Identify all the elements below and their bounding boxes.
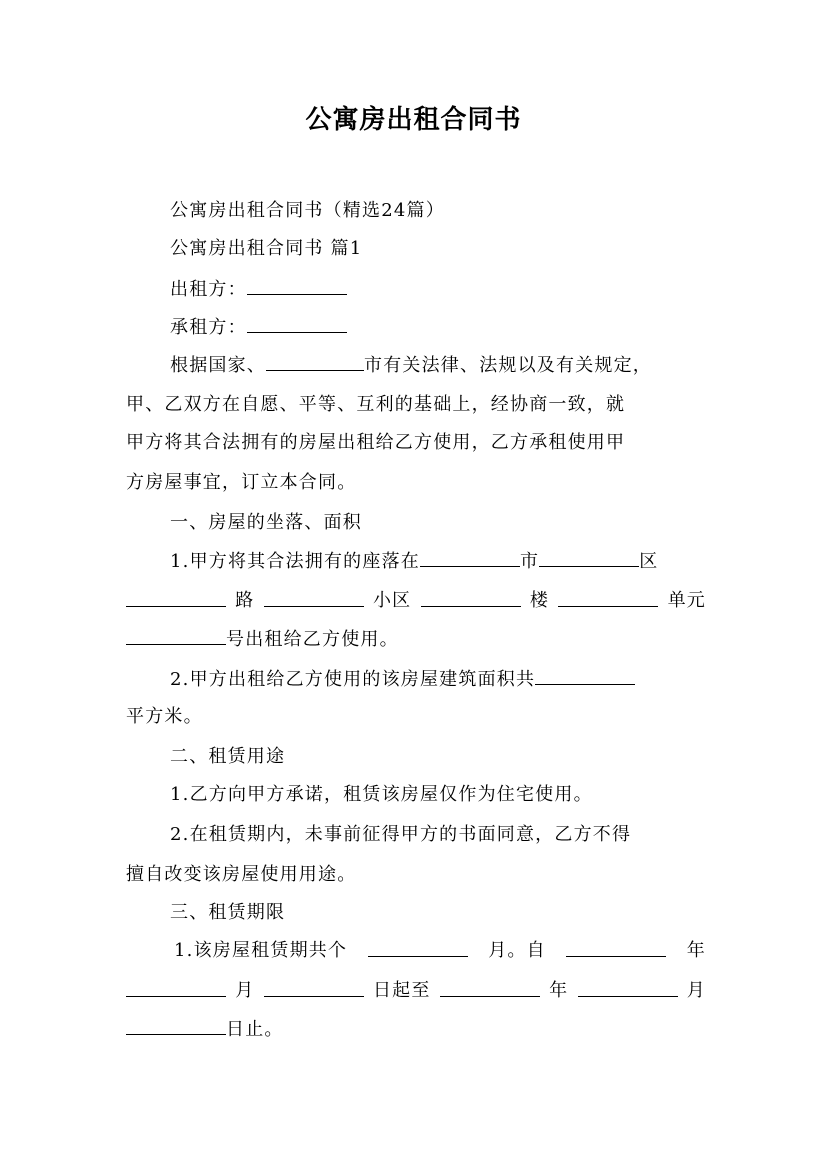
section3-month3-text: 月: [686, 980, 706, 1001]
section1-item2-text-a: 2.甲方出租给乙方使用的该房屋建筑面积共: [170, 669, 536, 690]
building-label: 楼: [529, 590, 550, 611]
building-blank: [558, 582, 658, 607]
intro-line-2: 甲、乙双方在自愿、平等、互利的基础上，经协商一致，就: [126, 394, 626, 415]
section1-item1-text-end: 号出租给乙方使用。: [226, 629, 399, 650]
section3-item1-text-end: 日止。: [226, 1019, 284, 1040]
section1-item2-line2: 平方米。: [126, 706, 203, 727]
community-blank: [421, 582, 521, 607]
road-label: 路: [235, 590, 255, 611]
section3-year-text: 年: [686, 940, 706, 961]
months-blank: [368, 932, 468, 957]
lessor-blank: [247, 270, 347, 295]
lessee-label: 承租方：: [170, 317, 247, 338]
road-blank: [264, 582, 364, 607]
section1-item1-line3: [126, 620, 706, 658]
section1-item1-text-c: 区: [639, 551, 659, 572]
section3-month-text: 月。自: [488, 940, 546, 961]
intro-text-1b: 市有关法律、法规以及有关规定，: [364, 355, 652, 376]
intro-text-1a: 根据国家、: [170, 355, 266, 376]
section1-item1-line1: [126, 542, 706, 580]
location-blank: [420, 542, 520, 567]
section1-item1-text-b: 市: [519, 551, 540, 572]
lessor-line: [126, 270, 706, 308]
section3-year2-text: 年: [549, 980, 569, 1001]
section1-item1-line2: [126, 582, 706, 620]
lessor-label: 出租方：: [170, 279, 247, 300]
article-heading: 公寓房出租合同书 篇1: [170, 238, 363, 259]
intro-line-1: [126, 346, 706, 384]
end-year-blank: [440, 972, 540, 997]
section2-item2-line1: 2.在租赁期内，未事前征得甲方的书面同意，乙方不得: [170, 824, 632, 845]
start-year-blank: [566, 932, 666, 957]
unit-number-blank: [126, 620, 226, 645]
section3-item1-line3: [126, 1010, 706, 1048]
end-month-blank: [578, 972, 678, 997]
section3-item1-line2: [126, 972, 706, 1010]
section1-item1-text-a: 1.甲方将其合法拥有的座落在: [170, 551, 420, 572]
section1-item2-line1: [126, 660, 706, 698]
area-blank: [535, 660, 635, 685]
district-blank: [126, 582, 226, 607]
section3-month2-text: 月: [235, 980, 255, 1001]
unit-label: 单元: [667, 590, 706, 611]
intro-line-3: 甲方将其合法拥有的房屋出租给乙方使用，乙方承租使用甲: [126, 432, 626, 453]
lessee-line: [126, 308, 706, 346]
section2-item2-line2: 擅自改变该房屋使用用途。: [126, 864, 357, 885]
community-label: 小区: [372, 590, 412, 611]
city-blank-2: [539, 542, 639, 567]
lessee-blank: [247, 308, 347, 333]
city-blank: [266, 346, 364, 371]
document-title: 公寓房出租合同书: [305, 105, 522, 135]
section1-heading: 一、房屋的坐落、面积: [170, 512, 362, 533]
end-day-blank: [126, 1010, 226, 1035]
start-day-blank: [264, 972, 364, 997]
start-month-blank: [126, 972, 226, 997]
section2-item1: 1.乙方向甲方承诺，租赁该房屋仅作为住宅使用。: [170, 784, 593, 805]
section2-heading: 二、租赁用途: [170, 746, 286, 767]
document-subtitle: 公寓房出租合同书（精选24篇）: [170, 200, 445, 221]
section3-item1-text-a: 1.该房屋租赁期共个: [174, 940, 348, 961]
section3-heading: 三、租赁期限: [170, 902, 286, 923]
intro-line-4: 方房屋事宜，订立本合同。: [126, 472, 357, 493]
section3-item1-line1: [126, 932, 706, 970]
section3-from-text: 日起至: [372, 980, 431, 1001]
